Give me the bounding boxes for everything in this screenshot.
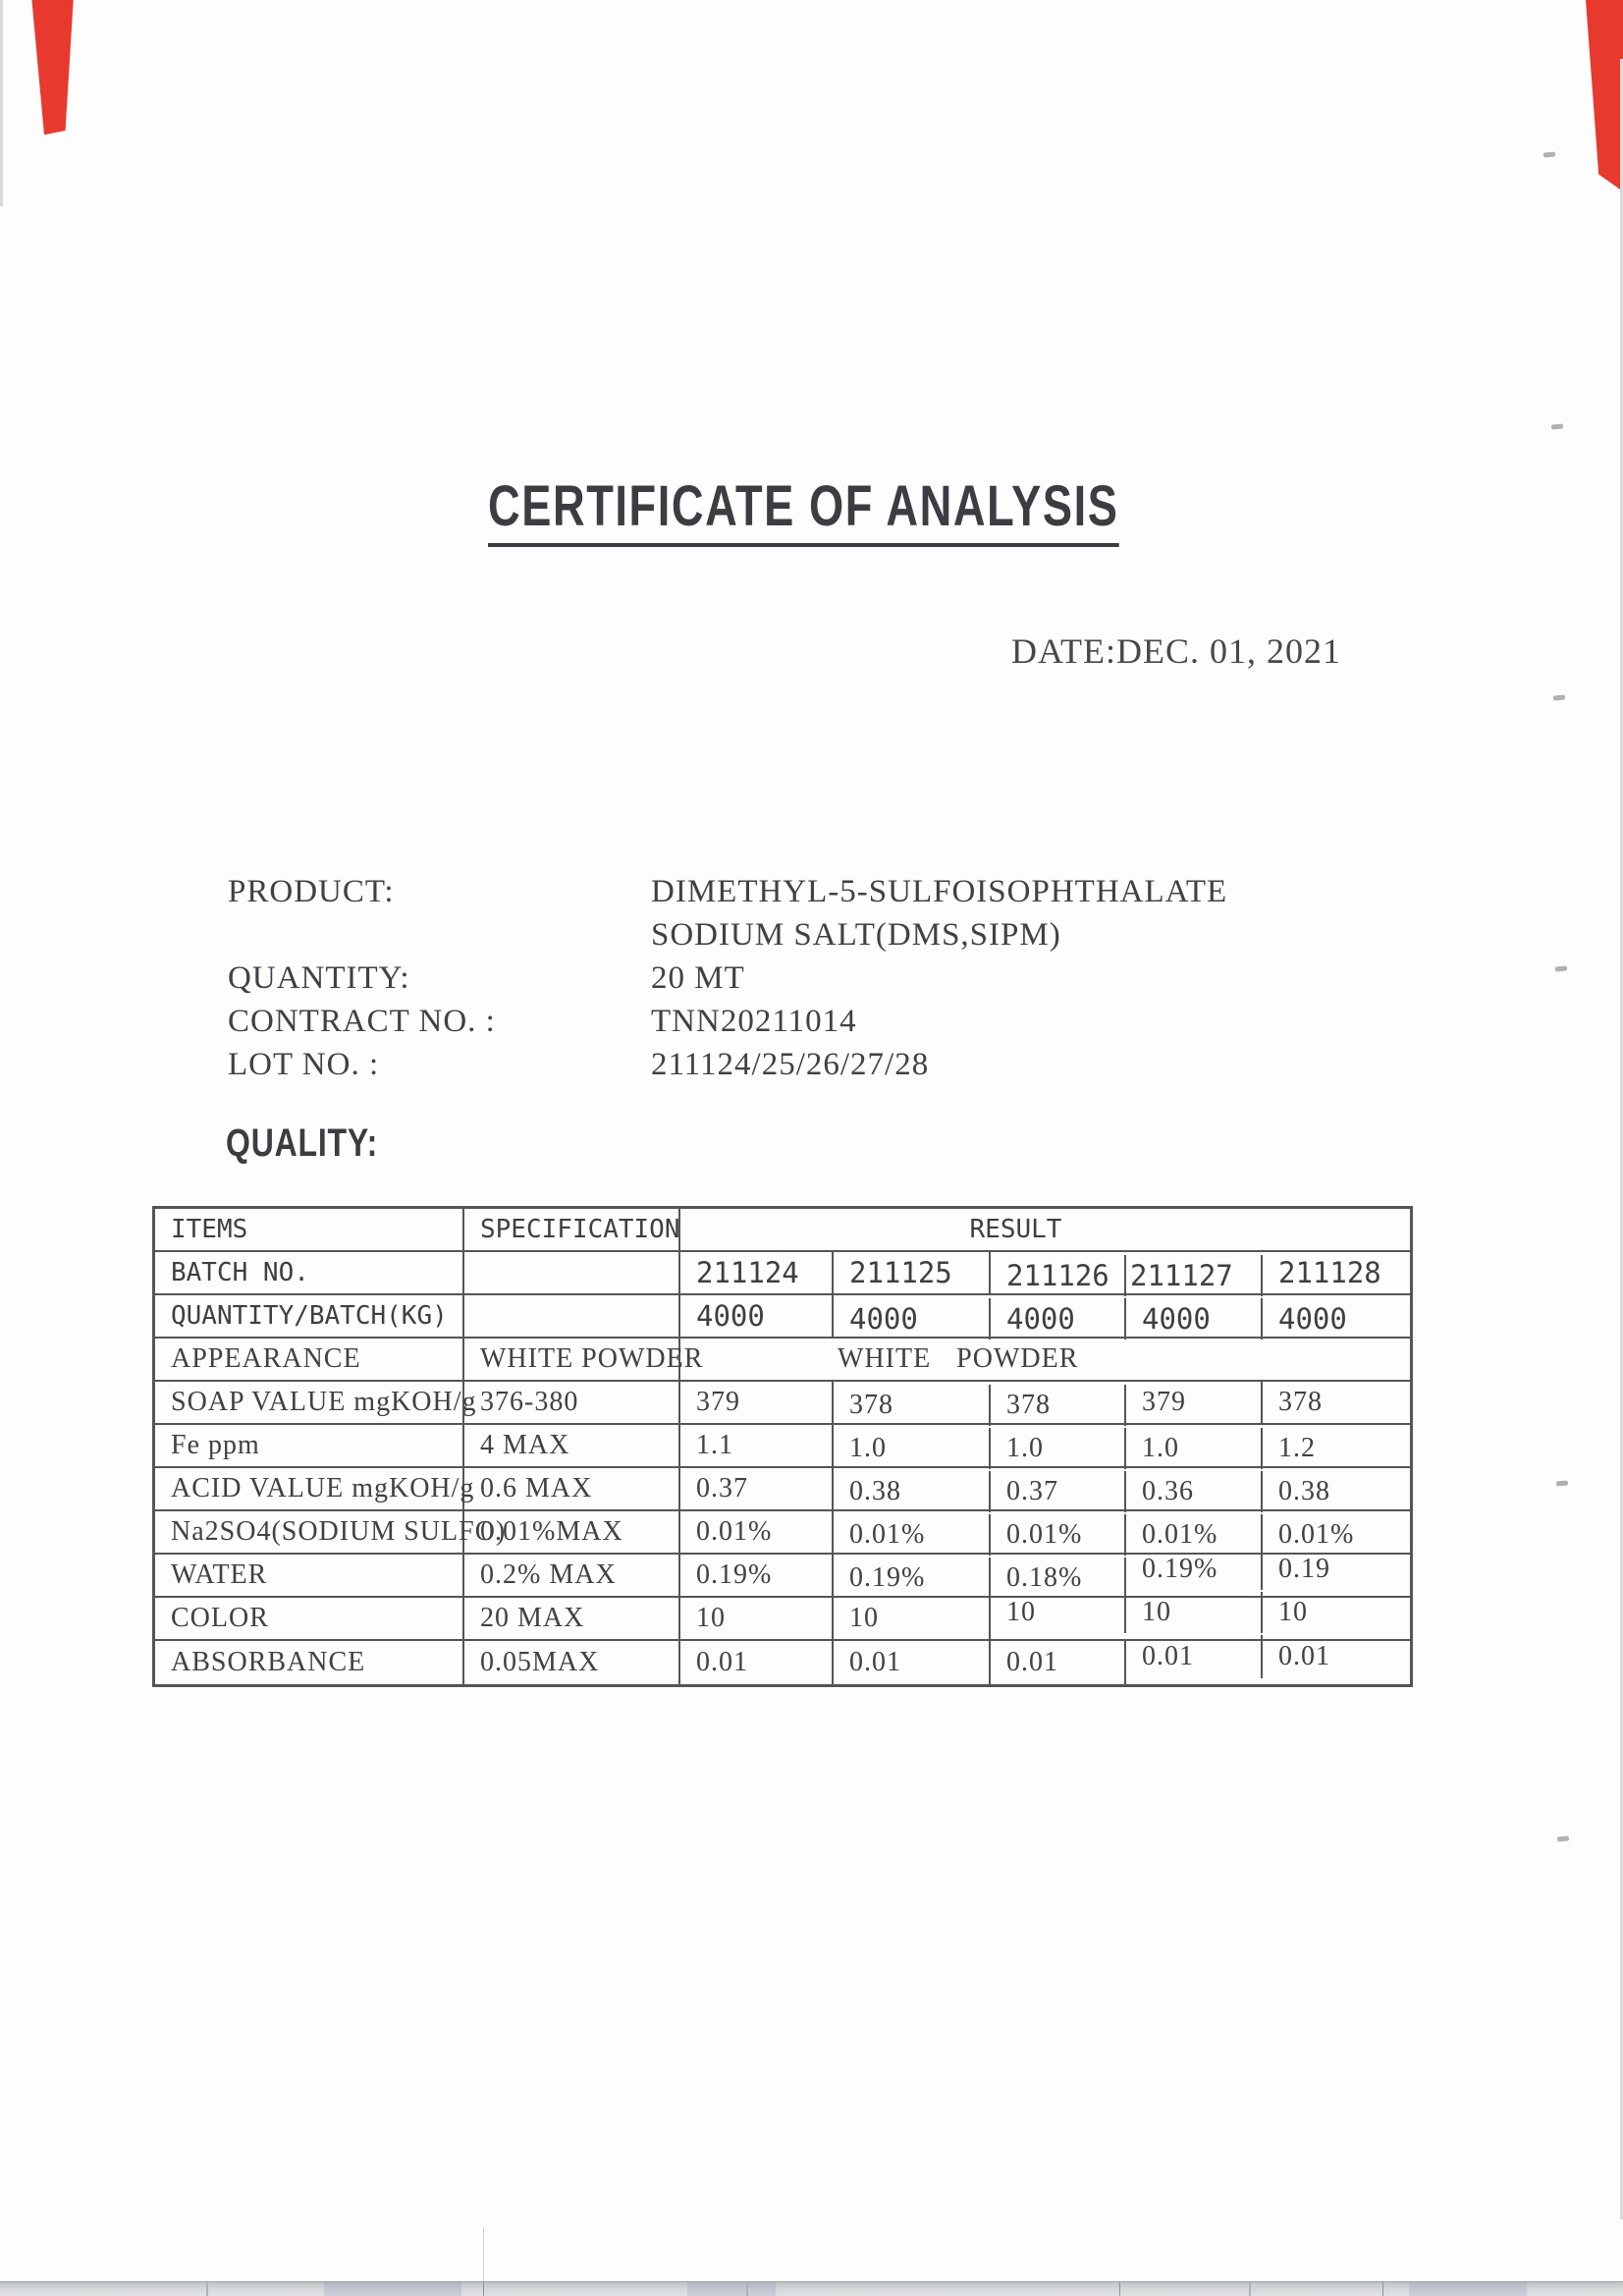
- result-cell: 378: [991, 1385, 1126, 1426]
- result-cell: 378: [1278, 1387, 1323, 1417]
- result-cell: 10: [991, 1592, 1126, 1633]
- row-label: Na2SO4(SODIUM SULFO): [155, 1511, 464, 1553]
- document-title: CERTIFICATE OF ANALYSIS: [488, 475, 1118, 547]
- band-tick: [1249, 2282, 1251, 2296]
- quantity-value-cell: 4000: [991, 1298, 1126, 1339]
- header-specification: SPECIFICATION: [464, 1209, 680, 1250]
- result-cell: 0.38: [1278, 1476, 1330, 1506]
- result-cell: 1.2: [1278, 1433, 1316, 1463]
- row-label: BATCH NO.: [155, 1252, 464, 1293]
- result-cell: 0.36: [1126, 1471, 1263, 1512]
- scan-mark: [1543, 151, 1555, 157]
- batch-value-cell: 211125: [834, 1252, 991, 1293]
- result-cell: 0.01: [1126, 1635, 1263, 1678]
- result-cell: 379: [1126, 1382, 1263, 1423]
- scan-mark: [1557, 1835, 1569, 1841]
- result-cell: 0.19%: [834, 1558, 991, 1599]
- scan-mark: [1555, 965, 1567, 971]
- row-label: QUANTITY/BATCH(KG): [155, 1295, 464, 1337]
- result-cell: 10: [680, 1598, 834, 1639]
- row-label: SOAP VALUE mgKOH/g: [155, 1382, 464, 1423]
- result-cell: 1.1: [680, 1425, 834, 1466]
- band-tick: [746, 2282, 748, 2296]
- scan-line-artifact: [483, 2227, 484, 2282]
- appearance-row: [155, 1339, 1410, 1382]
- row-label: Fe ppm: [155, 1425, 464, 1466]
- quantity-value: 20 MT: [651, 960, 745, 996]
- scanner-edge-band: [0, 2281, 1623, 2296]
- result-cell: 1.0: [1126, 1428, 1263, 1469]
- contract-no-label: CONTRACT NO. :: [228, 1004, 496, 1039]
- band-tick: [206, 2282, 208, 2296]
- contract-no-value: TNN20211014: [651, 1004, 857, 1039]
- batch-value-cell: 211124: [680, 1252, 834, 1293]
- appearance-result-merged: WHITE POWDER: [838, 1343, 1079, 1374]
- info-row-product: [228, 874, 1308, 917]
- product-label: PRODUCT:: [228, 874, 395, 909]
- result-cell: 0.01%: [1278, 1519, 1355, 1550]
- header-result: RESULT: [969, 1215, 1062, 1244]
- empty-spec-cell: [464, 1252, 680, 1293]
- result-cell: 0.01: [680, 1641, 834, 1684]
- batch-value-cell: 211128: [1278, 1256, 1381, 1289]
- result-cell: 0.19: [1278, 1554, 1330, 1584]
- absorbance-row: [155, 1641, 1410, 1684]
- row-label: ACID VALUE mgKOH/g: [155, 1468, 464, 1509]
- scan-mark: [1551, 423, 1563, 429]
- scan-mark: [1556, 1480, 1568, 1486]
- row-label: COLOR: [155, 1598, 464, 1639]
- band-blue-segment: [324, 2282, 461, 2296]
- batch-value-cell: 211126: [991, 1255, 1126, 1296]
- red-paper-edge-top-left: [0, 0, 88, 137]
- result-cell: 0.01%: [991, 1514, 1126, 1556]
- spec-cell: 20 MAX: [464, 1598, 680, 1639]
- result-cell: 10: [1278, 1597, 1308, 1627]
- quality-table: [152, 1206, 1413, 1687]
- quantity-batch-row: [155, 1295, 1410, 1339]
- result-cell: 0.01%: [680, 1511, 834, 1553]
- row-label: WATER: [155, 1555, 464, 1596]
- info-row-product-line2: [228, 917, 1308, 960]
- band-blue-segment: [1409, 2282, 1527, 2296]
- spec-cell: 0.2% MAX: [464, 1555, 680, 1596]
- quantity-value-cell: 4000: [1278, 1302, 1347, 1336]
- quantity-label: QUANTITY:: [228, 960, 410, 996]
- lot-no-value: 211124/25/26/27/28: [651, 1047, 930, 1082]
- info-row-lot: [228, 1047, 1308, 1090]
- result-cell: 0.37: [991, 1471, 1126, 1512]
- result-cell: 1.0: [991, 1428, 1126, 1469]
- quantity-value-cell: 4000: [680, 1295, 834, 1337]
- result-cell: 0.01: [834, 1641, 991, 1684]
- spec-cell: 0.05MAX: [464, 1641, 680, 1684]
- result-cell: 0.01: [991, 1641, 1126, 1684]
- result-cell: 379: [680, 1382, 834, 1423]
- acid-value-row: [155, 1468, 1410, 1511]
- batch-value-cell: 211127: [1126, 1255, 1263, 1296]
- fe-ppm-row: [155, 1425, 1410, 1468]
- band-tick: [483, 2282, 484, 2296]
- product-value-line2: SODIUM SALT(DMS,SIPM): [651, 917, 1061, 953]
- row-label: ABSORBANCE: [155, 1641, 464, 1684]
- result-cell: 0.37: [680, 1468, 834, 1509]
- quality-heading: QUALITY:: [226, 1121, 379, 1165]
- band-blue-segment: [687, 2282, 776, 2296]
- spec-cell: 0.01%MAX: [464, 1511, 680, 1553]
- spec-cell: 376-380: [464, 1382, 680, 1423]
- quantity-value-cell: 4000: [834, 1298, 991, 1339]
- batch-no-row: [155, 1252, 1410, 1295]
- spec-cell: 0.6 MAX: [464, 1468, 680, 1509]
- result-cell: 0.01%: [834, 1514, 991, 1556]
- product-info-block: [228, 874, 1308, 1090]
- spec-cell: 4 MAX: [464, 1425, 680, 1466]
- result-cell: 0.01: [1278, 1641, 1330, 1671]
- info-row-contract: [228, 1004, 1308, 1047]
- date-line: DATE:DEC. 01, 2021: [1011, 631, 1341, 671]
- result-cell: 1.0: [834, 1428, 991, 1469]
- quantity-value-cell: 4000: [1126, 1298, 1263, 1339]
- result-cell: 0.19%: [1126, 1549, 1263, 1590]
- result-cell: 0.38: [834, 1471, 991, 1512]
- scan-edge-line: [0, 0, 3, 206]
- lot-no-label: LOT NO. :: [228, 1047, 380, 1082]
- result-cell: 0.19%: [680, 1555, 834, 1596]
- band-tick: [1382, 2282, 1383, 2296]
- empty-spec-cell: [464, 1295, 680, 1337]
- product-value-line1: DIMETHYL-5-SULFOISOPHTHALATE: [651, 874, 1228, 909]
- result-cell: 0.01%: [1126, 1514, 1263, 1556]
- result-cell: 10: [1126, 1592, 1263, 1633]
- table-header-row: [155, 1209, 1410, 1252]
- header-items: ITEMS: [155, 1209, 464, 1250]
- row-label: APPEARANCE: [155, 1339, 464, 1380]
- scan-mark: [1553, 694, 1565, 700]
- soap-value-row: [155, 1382, 1410, 1425]
- result-cell: 10: [834, 1598, 991, 1639]
- appearance-spec: WHITE POWDER: [464, 1339, 680, 1380]
- result-cell: 0.18%: [991, 1558, 1126, 1599]
- result-cell: 378: [834, 1385, 991, 1426]
- info-row-quantity: [228, 960, 1308, 1004]
- red-paper-edge-top-right: [1584, 0, 1623, 191]
- band-tick: [1119, 2282, 1120, 2296]
